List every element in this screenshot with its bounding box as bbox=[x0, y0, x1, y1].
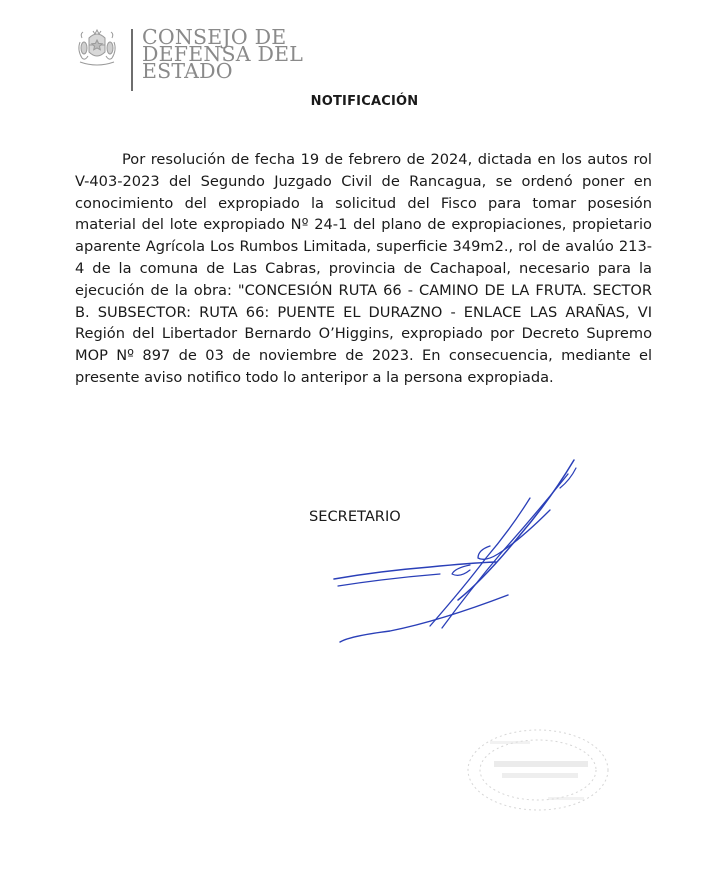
document-title: NOTIFICACIÓN bbox=[310, 94, 419, 109]
document-title-wrap bbox=[0, 94, 723, 109]
logo-divider bbox=[131, 29, 133, 91]
institution-name-line: ESTADO bbox=[142, 59, 233, 83]
handwritten-signature bbox=[320, 450, 600, 660]
institution-name-line: CONSEJO DE bbox=[142, 25, 287, 49]
coat-of-arms-icon bbox=[74, 28, 120, 68]
institution-name-line: DEFENSA DEL bbox=[142, 42, 304, 66]
notification-body: Por resolución de fecha 19 de febrero de 2024, dictada en los autos rol V-403-2023 del Segundo Juzgado Civil de Rancagua, se ordenó poner en conocimiento del expropiado la solicitud del Fisco para tomar posesión material del lote expropiado Nº 24-1 del plano de expropiaciones, propietario aparente Agrícola Los Rumbos Limitada, superficie 349m2., rol de avalúo 213-4 de la comuna de Las Cabras, provincia de Cachapoal, necesario para la ejecución de la obra: "CONCESIÓN RUTA 66 - CAMINO DE LA FRUTA. SECTOR B. SUBSECTOR: RUTA 66: PUENTE EL DURAZNO - ENLACE LAS ARAÑAS, VI Región del Libertador Bernardo O’Higgins, expropiado por Decreto Supremo MOP Nº 897 de 03 de noviembre de 2023. En consecuencia, mediante el presente aviso notifico todo lo anteripor a la persona expropiada. bbox=[75, 151, 652, 386]
institution-name bbox=[142, 25, 304, 83]
signatory-title: SECRETARIO bbox=[309, 508, 401, 525]
institution-logo bbox=[74, 25, 304, 96]
faded-official-stamp bbox=[460, 715, 620, 825]
